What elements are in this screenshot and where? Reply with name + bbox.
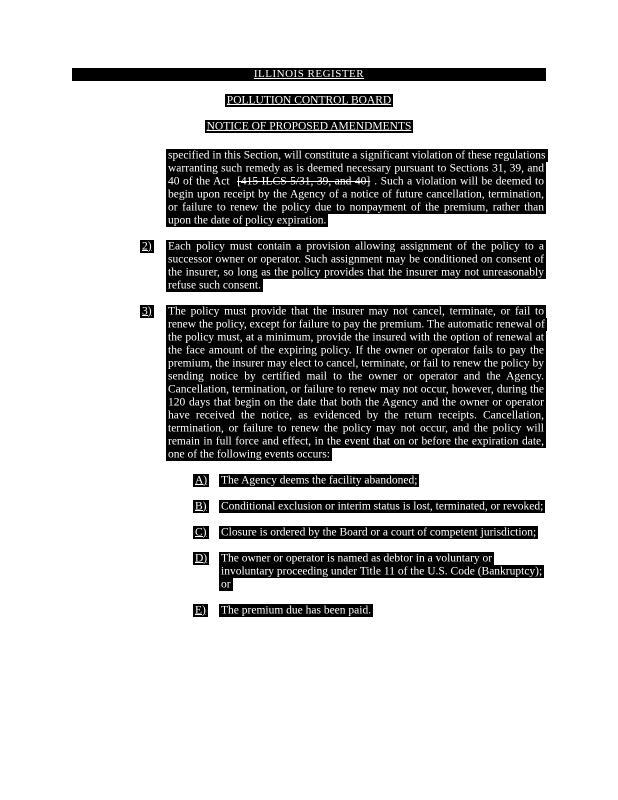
sub-item-text-content: The owner or operator is named as debtor in a voluntary or involuntary proceeding under Title 11 of the U.S. Code (Bankruptcy); or: [221, 552, 543, 590]
sub-item-text-content: Closure is ordered by the Board or a court of competent jurisdiction;: [221, 526, 537, 538]
sub-item-letter: C): [195, 526, 207, 538]
board-heading-row: [72, 94, 546, 107]
sub-item-text: [219, 552, 546, 591]
item-number-cell: [140, 240, 166, 292]
sub-item-text: [219, 526, 546, 539]
sub-item-letter-cell: [193, 500, 219, 513]
struck-citation: [415 ILCS 5/31, 39, and 40]: [237, 175, 371, 187]
register-title: ILLINOIS REGISTER: [253, 68, 365, 80]
item-text-content: Each policy must contain a provision allowing assignment of the policy to a successor owner or operator. Such assignment may be conditioned on consent of the insurer, so long as the policy provides that the insurer may not unreasonably refuse such consent.: [168, 240, 544, 291]
sub-item-letter: A): [195, 474, 208, 486]
item-number: 2): [142, 240, 152, 252]
sub-item-text: [219, 500, 546, 513]
list-item: [140, 240, 546, 292]
sub-list-item: [193, 500, 546, 513]
sub-item-letter-cell: [193, 552, 219, 591]
board-title: POLLUTION CONTROL BOARD: [226, 94, 392, 106]
notice-title: NOTICE OF PROPOSED AMENDMENTS: [206, 120, 412, 132]
item-text: [166, 240, 546, 292]
sub-list-item: [193, 604, 546, 617]
sub-list-item: [193, 474, 546, 487]
paragraph-text-post: . Such a violation will be deemed to begin upon receipt by the Agency of a notice of future cancellation, termination, or failure to renew the policy due to nonpayment of the premium, rather than upon the date of policy expiration.: [168, 175, 544, 226]
sub-item-text-content: The premium due has been paid.: [221, 604, 372, 616]
register-header-bar: [72, 68, 546, 81]
sub-item-letter: E): [195, 604, 206, 616]
sub-item-letter-cell: [193, 474, 219, 487]
sub-list-item: [193, 526, 546, 539]
continuation-paragraph: [166, 149, 546, 227]
sub-item-letter-cell: [193, 526, 219, 539]
item-text-content: The policy must provide that the insurer may not cancel, terminate, or fail to renew the policy, except for failure to pay the premium. The automatic renewal of the policy must, at a minimum, provide the insured with the option of renewal at the face amount of the expiring policy. If the owner or operator fails to pay the premium, the insurer may elect to cancel, terminate, or fail to renew the policy by sending notice by certified mail to the owner or operator and the Agency. Cancellation, termination, or failure to renew may not occur, however, during the 120 days that begin on the date that both the Agency and the owner or operator have received the notice, as evidenced by the return receipts. Cancellation, termination, or failure to renew the policy may not occur, and the policy will remain in full force and effect, in the event that on or before the expiration date, one of the following events occurs:: [168, 305, 545, 460]
sub-item-text: [219, 604, 546, 617]
item-number: 3): [142, 305, 152, 317]
sub-item-text-content: The Agency deems the facility abandoned;: [221, 474, 418, 486]
sub-item-text-content: Conditional exclusion or interim status is lost, terminated, or revoked;: [221, 500, 544, 512]
item-number-cell: [140, 305, 166, 461]
notice-heading-row: [72, 120, 546, 133]
sub-item-letter: B): [195, 500, 207, 512]
sub-item-letter: D): [195, 552, 208, 564]
paragraph-text-pre: specified in this Section, will constitute a significant violation of these regulations warranting such remedy as is deemed necessary pursuant to Sections 31, 39, and 40 of the Act: [168, 149, 546, 187]
item-text: [166, 305, 546, 461]
sub-item-text: [219, 474, 546, 487]
sub-list-item: [193, 552, 546, 591]
list-item: [140, 305, 546, 461]
sub-item-letter-cell: [193, 604, 219, 617]
